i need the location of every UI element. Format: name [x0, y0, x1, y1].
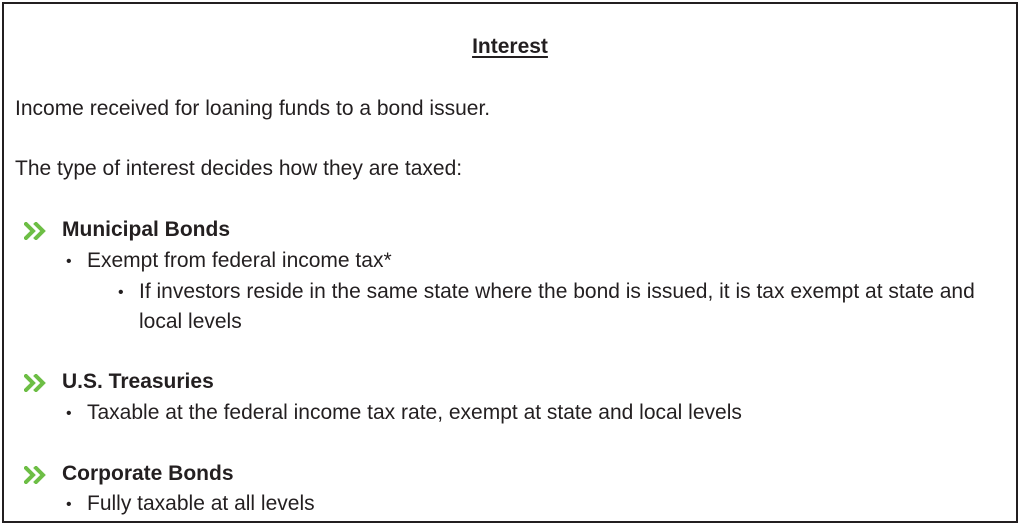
bullet-marker: •	[66, 496, 72, 513]
intro-text: The type of interest decides how they are taxed:	[15, 157, 463, 180]
section-heading-municipal-bonds: Municipal Bonds	[62, 218, 230, 241]
sub-bullet-text-line2: local levels	[139, 310, 242, 333]
bullet-marker: •	[66, 405, 72, 422]
section-heading-corporate-bonds: Corporate Bonds	[62, 462, 234, 485]
bullet-text: Exempt from federal income tax*	[87, 249, 392, 272]
sub-bullet-marker: •	[118, 284, 124, 301]
double-chevron-right-icon	[24, 466, 50, 484]
definition-text: Income received for loaning funds to a bond issuer.	[15, 97, 491, 120]
section-heading-us-treasuries: U.S. Treasuries	[62, 370, 214, 393]
sub-bullet-text-line1: If investors reside in the same state where the bond is issued, it is tax exempt at state and	[139, 280, 975, 303]
double-chevron-right-icon	[24, 374, 50, 392]
double-chevron-right-icon	[24, 222, 50, 240]
page-title: Interest	[472, 35, 548, 58]
bullet-text: Fully taxable at all levels	[87, 492, 315, 515]
bullet-marker: •	[66, 253, 72, 270]
bullet-text: Taxable at the federal income tax rate, exempt at state and local levels	[87, 401, 742, 424]
